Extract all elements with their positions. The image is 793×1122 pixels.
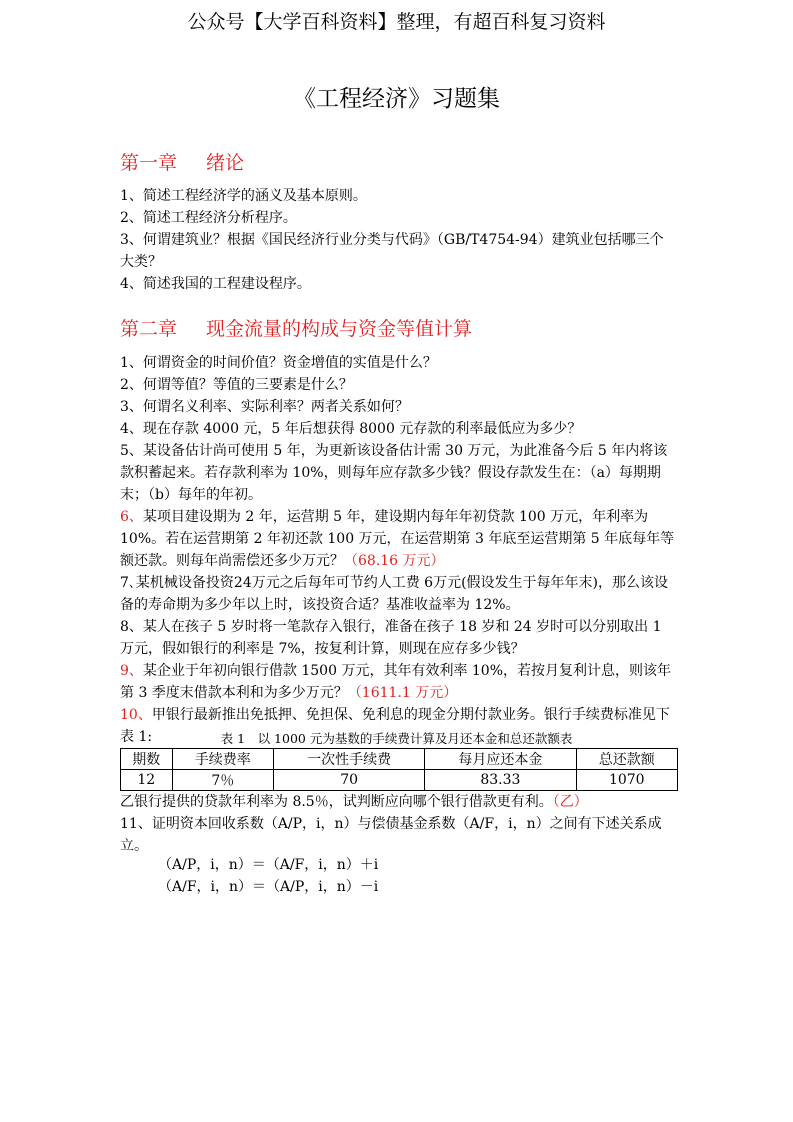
question-text: 甲银行最新推出免抵押、免担保、免利息的现金分期付款业务。银行手续费标准见下表 1: [120,707,670,745]
chapter-2-questions-continued [120,791,676,857]
question-text: 某项目建设期为 2 年，运营期 5 年，建设期内每年年初贷款 100 万元，年利率为 10%。若在运营期第 2 年初还款 100 万元，在运营期第 3 年底至运营期第 5 年底每年等额还款。则每年尚需偿还多少万元？ [120,509,675,569]
table-cell: 1070 [576,770,677,791]
question-number: 6、 [120,509,143,525]
question: 3、何谓名义利率、实际利率？两者关系如何？ [120,399,409,415]
formula: （A/P，i，n）＝（A/F，i，n）＋i [158,857,379,873]
question-11: 11、证明资本回收系数（A/P，i，n）与偿债基金系数（A/F，i，n）之间有下述关系成立。 [120,816,662,854]
table-header-cell: 期数 [121,749,173,770]
question: 3、何谓建筑业？根据《国民经济行业分类与代码》（GB/T4754-94）建筑业包括哪三个大类？ [120,232,664,270]
table-header-row [121,749,678,770]
table-cell: 83.33 [425,770,576,791]
question: 2、简述工程经济分析程序。 [120,210,297,226]
question-7: 7､某机械设备投资24万元之后每年可节约人工费 6万元(假设发生于每年年末)，那么该设备的寿命期为多少年以上时，该投资合适？基准收益率为 12%。 [120,575,669,613]
chapter-1-questions [120,185,676,295]
question-8: 8、某人在孩子 5 岁时将一笔款存入银行，准备在孩子 18 岁和 24 岁时可以分别取出 1 万元，假如银行的利率是 7%，按复利计算，则现在应存多少钱？ [120,619,662,657]
question: 4、现在存款 4000 元，5 年后想获得 8000 元存款的利率最低应为多少？ [120,421,582,437]
document-title: 《工程经济》习题集 [293,86,500,112]
formula: （A/F，i，n）＝（A/P，i，n）－i [158,879,379,895]
fee-table [120,748,678,791]
answer: （乙） [552,794,588,810]
table-row [121,770,678,791]
chapter-name: 现金流量的构成与资金等值计算 [206,318,473,340]
chapter-number: 第二章 [120,318,178,340]
table-caption: 表 1 以 1000 元为基数的手续费计算及月还本金和总还款额表 [220,731,573,746]
question-6 [120,506,676,572]
table-cell: 12 [121,770,173,791]
question-number: 9、 [120,663,143,679]
page-header: 公众号【大学百科资料】整理，有超百科复习资料 [187,11,606,33]
table-header-cell: 一次性手续费 [274,749,425,770]
table-header-cell: 手续费率 [172,749,273,770]
chapter-name: 绪论 [206,152,245,174]
question: 1、何谓资金的时间价值？资金增值的实值是什么？ [120,355,437,371]
chapter-2-heading [120,316,472,342]
question-9 [120,660,676,704]
chapter-number: 第一章 [120,152,178,174]
chapter-1-heading [120,150,244,176]
table-cell: 70 [274,770,425,791]
table-cell: 7％ [172,770,273,791]
answer: （1611.1 万元） [347,685,458,701]
question-text: 乙银行提供的贷款年利率为 8.5％，试判断应向哪个银行借款更有利。 [120,794,553,810]
question-number: 10、 [120,707,152,723]
question: 5、某设备估计尚可使用 5 年，为更新该设备估计需 30 万元，为此准备今后 5 年内将该款积蓄起来。若存款利率为 10%，则每年应存款多少钱？假设存款发生在：（a）每期期末；（b）每年的年初。 [120,443,668,503]
table-header-cell: 总还款额 [576,749,677,770]
question: 4、简述我国的工程建设程序。 [120,276,311,292]
table-header-cell: 每月应还本金 [425,749,576,770]
question: 2、何谓等值？等值的三要素是什么？ [120,377,353,393]
answer: （68.16 万元） [344,553,445,569]
question-text: 某企业于年初向银行借款 1500 万元，其年有效利率 10%，若按月复利计息，则该年第 3 季度末借款本利和为多少万元？ [120,663,672,701]
question: 1、简述工程经济学的涵义及基本原则。 [120,188,367,204]
question-10-followup [120,791,676,813]
chapter-2-questions [120,352,676,748]
